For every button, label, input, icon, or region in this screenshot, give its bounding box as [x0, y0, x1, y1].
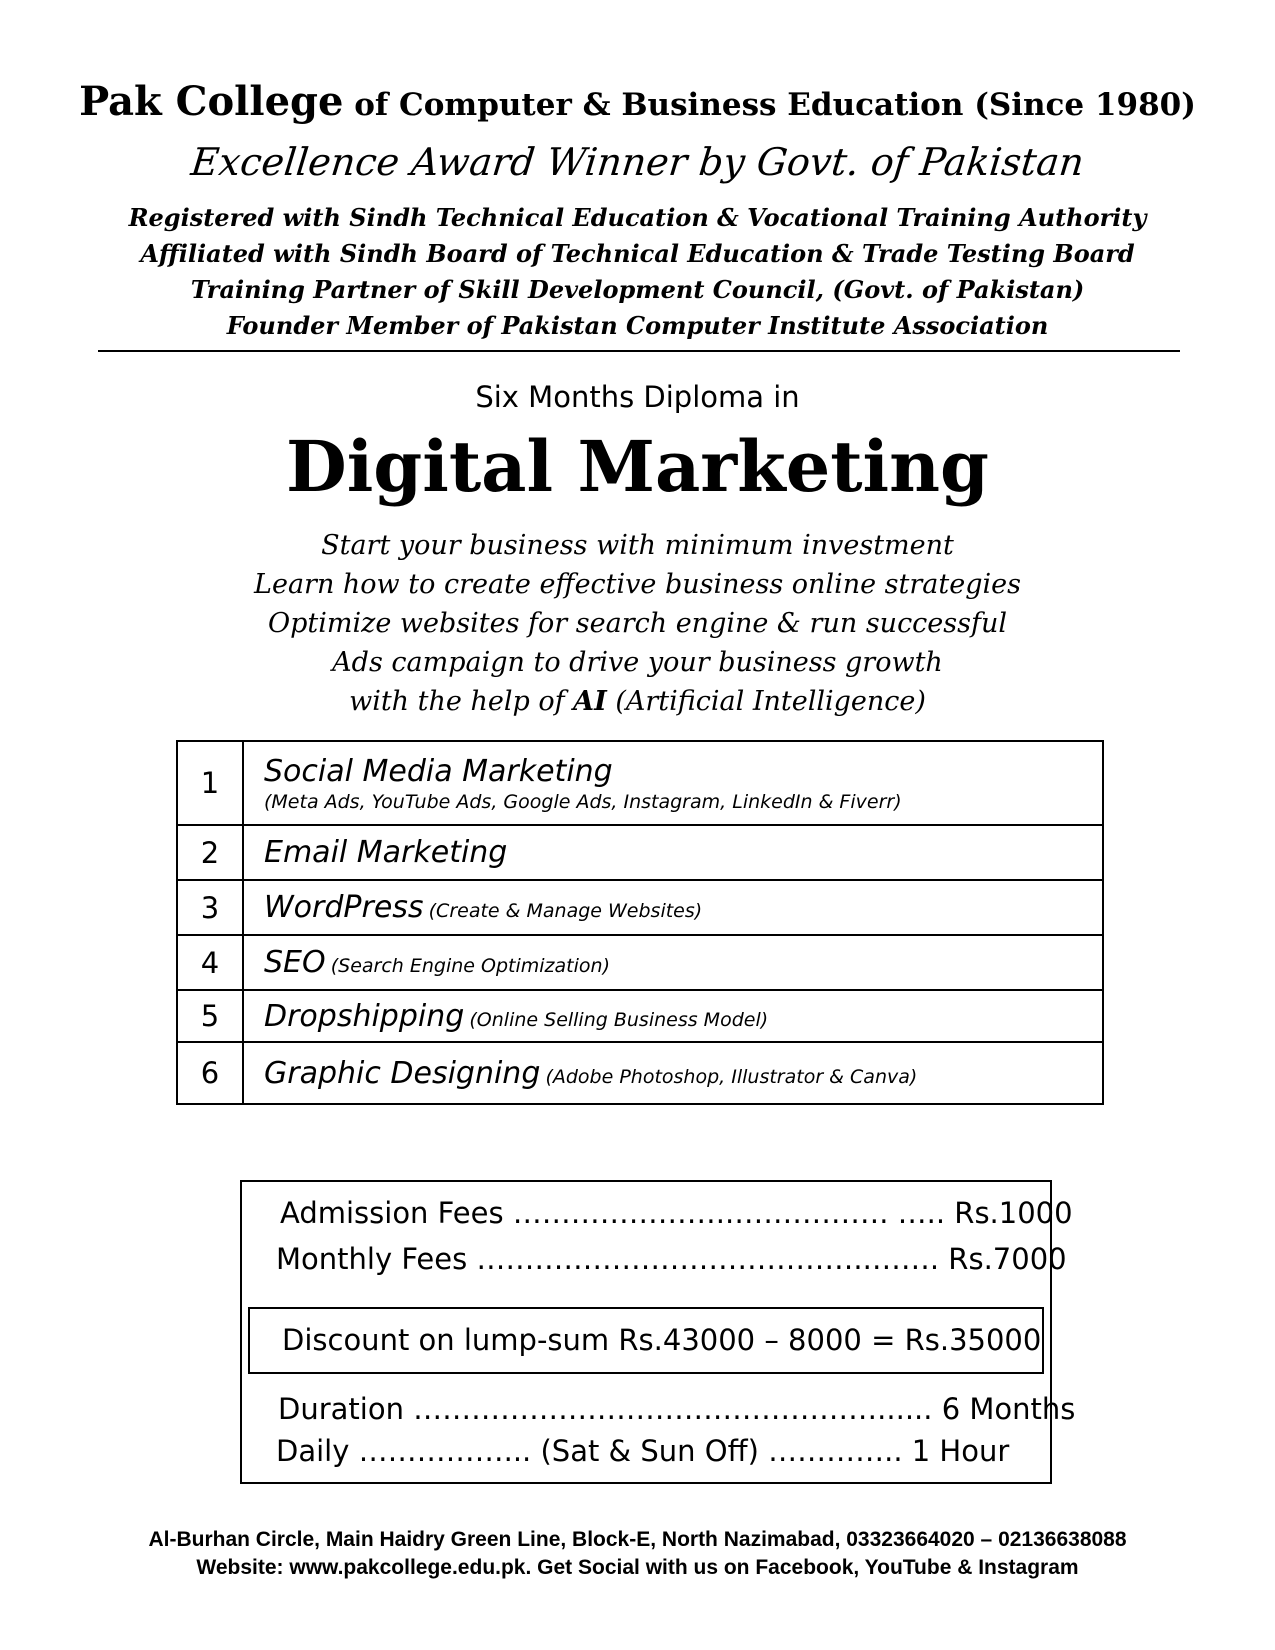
admission-fee: Admission Fees …………………..……………. ….. Rs.1000: [280, 1196, 1073, 1230]
module-name: WordPress: [264, 890, 424, 925]
monthly-fee: Monthly Fees …………………………………..……. Rs.7000: [276, 1242, 1067, 1276]
module-number: 6: [177, 1042, 243, 1104]
course-tagline: [0, 526, 1275, 721]
module-note: (Search Engine Optimization): [330, 955, 610, 977]
table-row: [177, 1042, 1103, 1104]
tagline-line: Start your business with minimum investment: [321, 530, 954, 561]
footer-address: Al-Burhan Circle, Main Haidry Green Line, Block-E, North Nazimabad, 03323664020 – 02136638088: [148, 1528, 1127, 1551]
module-name: Email Marketing: [264, 835, 508, 870]
module-number: 5: [177, 990, 243, 1042]
table-row: [177, 825, 1103, 880]
module-number: 3: [177, 880, 243, 935]
fees-box: [240, 1180, 1076, 1484]
module-name: Dropshipping: [264, 998, 465, 1034]
award-line: Excellence Award Winner by Govt. of Pakistan: [188, 140, 1086, 184]
duration: Duration …………………………………………...... 6 Months: [278, 1392, 1076, 1426]
header-divider: [98, 350, 1180, 352]
ai-emphasis: AI: [573, 686, 607, 717]
module-name: Social Media Marketing: [264, 753, 613, 789]
course-title: Digital Marketing: [285, 425, 989, 508]
tagline-line: Learn how to create effective business online strategies: [254, 569, 1021, 600]
module-subtitle: (Meta Ads, YouTube Ads, Google Ads, Instagram, LinkedIn & Fiverr): [264, 790, 902, 813]
affiliation-line: Registered with Sindh Technical Education & Vocational Training Authority: [128, 203, 1147, 232]
daily-schedule: Daily ……………... (Sat & Sun Off) ………….. 1 Hour: [276, 1434, 1010, 1468]
college-name: Pak College: [79, 78, 344, 125]
affiliation-line: Training Partner of Skill Development Council, (Govt. of Pakistan): [190, 275, 1085, 304]
table-row: [177, 935, 1103, 990]
discount-box: Discount on lump-sum Rs.43000 – 8000 = Rs.35000: [248, 1307, 1044, 1374]
affiliation-line: Affiliated with Sindh Board of Technical Education & Trade Testing Board: [140, 239, 1135, 268]
course-kicker: Six Months Diploma in: [475, 380, 800, 414]
affiliations: [0, 200, 1275, 344]
module-note: (Create & Manage Websites): [428, 900, 703, 922]
table-row: [177, 880, 1103, 935]
module-number: 2: [177, 825, 243, 880]
module-name: SEO: [264, 945, 326, 980]
college-title: [0, 78, 1275, 125]
table-row: [177, 741, 1103, 825]
module-number: 1: [177, 741, 243, 825]
module-note: (Online Selling Business Model): [469, 1008, 769, 1031]
tagline-line: Ads campaign to drive your business growth: [332, 647, 943, 678]
affiliation-line: Founder Member of Pakistan Computer Institute Association: [226, 311, 1049, 340]
college-name-rest: of Computer & Business Education (Since 1980): [354, 87, 1196, 123]
tagline-line: with the help of AI (Artificial Intelligence): [349, 686, 926, 717]
table-row: [177, 990, 1103, 1042]
footer-website: Website: www.pakcollege.edu.pk. Get Social with us on Facebook, YouTube & Instagram: [196, 1556, 1079, 1579]
module-number: 4: [177, 935, 243, 990]
modules-table: [176, 740, 1104, 1105]
tagline-line: Optimize websites for search engine & run successful: [267, 608, 1008, 639]
module-name: Graphic Designing: [264, 1055, 541, 1091]
module-note: (Adobe Photoshop, Illustrator & Canva): [545, 1065, 918, 1088]
